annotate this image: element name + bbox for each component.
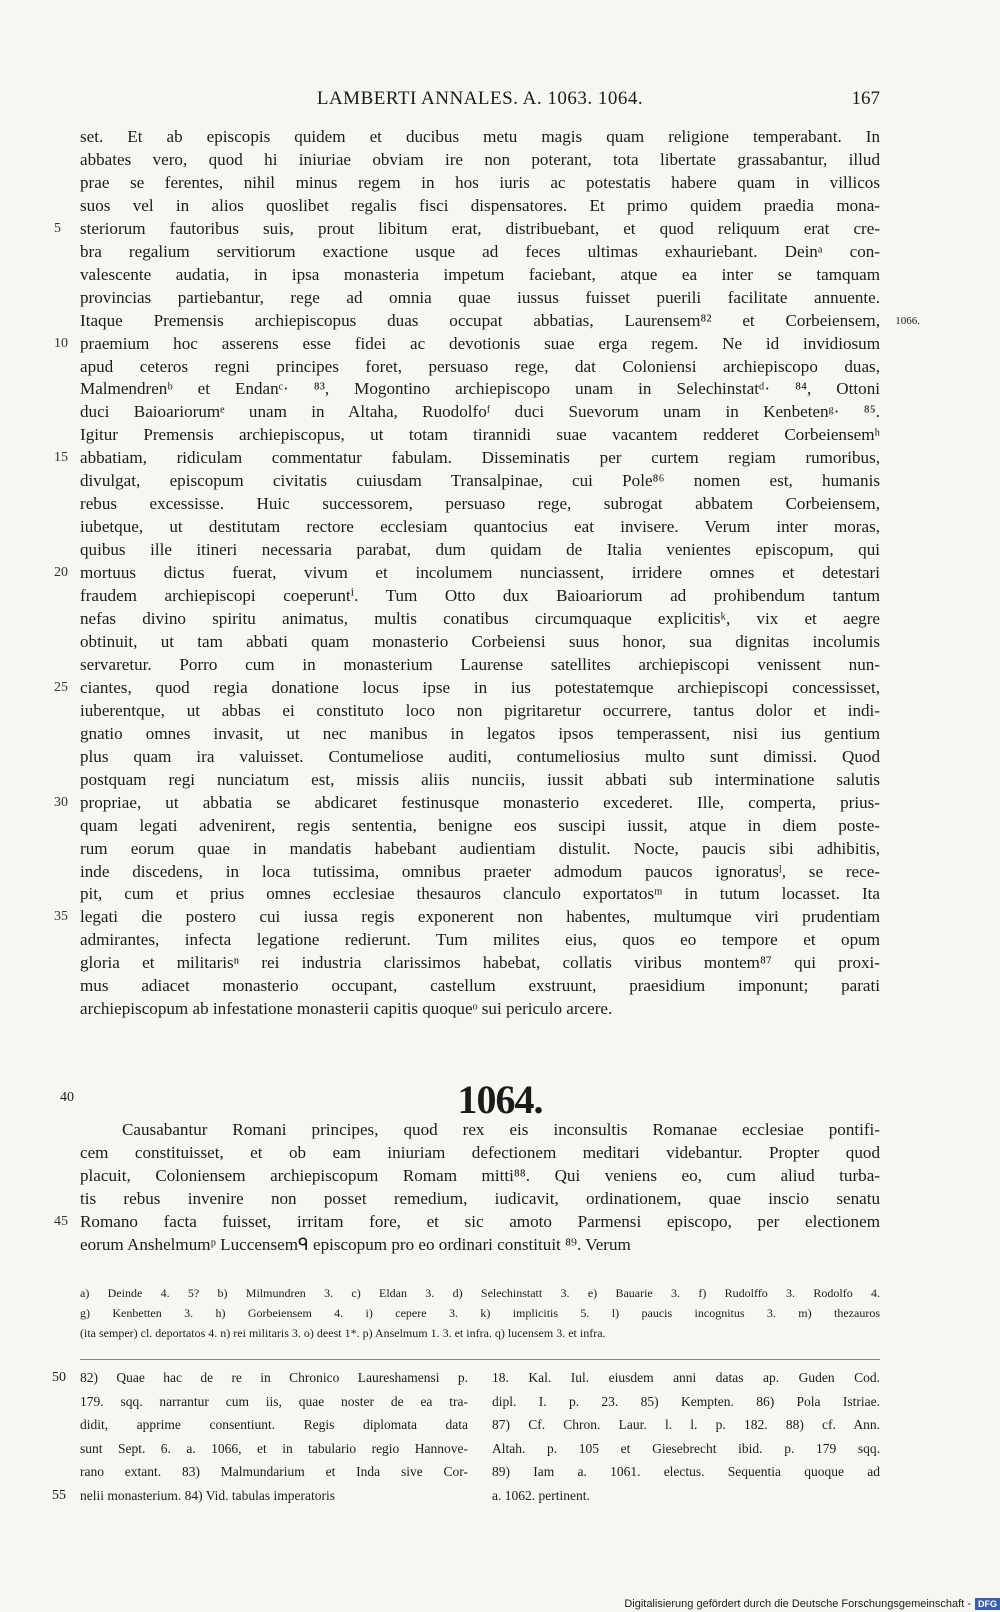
note-line bbox=[80, 1390, 468, 1414]
text-line bbox=[80, 356, 880, 379]
text-line bbox=[80, 723, 880, 746]
line-text: archiepiscopum ab infestatione monasterii capitis quoqueᵒ sui periculo arcere. bbox=[80, 999, 613, 1019]
text-line bbox=[80, 172, 880, 195]
note-text: sunt Sept. 6. a. 1066, et in tabulario regio Hannove- bbox=[80, 1440, 468, 1456]
text-line bbox=[80, 126, 880, 149]
text-line bbox=[80, 1142, 880, 1165]
main-text bbox=[54, 126, 920, 1021]
line-text: fraudem archiepiscopi coeperuntⁱ. Tum Otto dux Baioariorum ad prohibendum tantum bbox=[80, 586, 880, 606]
line-number: 30 bbox=[54, 794, 68, 810]
line-text: rum eorum quae in mandatis habebant audientiam distulit. Nocte, paucis sibi adhibitis, bbox=[80, 838, 880, 858]
line-number: 25 bbox=[54, 679, 68, 695]
line-number: 10 bbox=[54, 335, 68, 351]
text-line bbox=[80, 1234, 880, 1257]
text-line bbox=[80, 769, 880, 792]
line-text: quam legati advenirent, regis sententia, benigne eos suscipi iussit, atque in diem poste- bbox=[80, 815, 880, 835]
text-line bbox=[54, 447, 880, 470]
text-line bbox=[80, 516, 880, 539]
text-line bbox=[80, 310, 920, 333]
text-line bbox=[80, 1119, 880, 1142]
line-text: abbates vero, quod hi iniuriae obviam ire non poterant, tota libertate grassabantur, illud bbox=[80, 149, 880, 169]
line-number: 55 bbox=[52, 1487, 66, 1503]
text-line bbox=[80, 608, 880, 631]
notes-separator bbox=[80, 1359, 880, 1360]
apparatus-line: g) Kenbetten 3. h) Gorbeiensem 4. i) cepere 3. k) implicitis 5. l) paucis incognitus 3. m) thezauros bbox=[80, 1306, 880, 1320]
text-line bbox=[80, 241, 880, 264]
line-number: 45 bbox=[54, 1213, 68, 1229]
text-line bbox=[80, 493, 880, 516]
text-line bbox=[80, 929, 880, 952]
text-line bbox=[80, 195, 880, 218]
text-line bbox=[80, 746, 880, 769]
line-text: propriae, ut abbatia se abdicaret festinusque monasterio excederet. Ille, comperta, prius- bbox=[80, 792, 880, 812]
line-text: divulgat, episcopum civitatis cuiusdam Transalpinae, cui Pole⁸⁶ nomen est, humanis bbox=[80, 471, 880, 491]
line-text: iubetque, ut destitutam rectore ecclesiam quantocius eat invisere. Verum inter moras, bbox=[80, 517, 880, 537]
text-line bbox=[80, 654, 880, 677]
note-line bbox=[80, 1437, 468, 1461]
line-text: legati die postero cui iussa regis exponerent non habentes, multumque viri prudentiam bbox=[80, 907, 880, 927]
footer-text: Digitalisierung gefördert durch die Deutsche Forschungsgemeinschaft - bbox=[624, 1598, 971, 1610]
text-line bbox=[54, 792, 880, 815]
line-number: 50 bbox=[52, 1370, 66, 1385]
note-line bbox=[80, 1413, 468, 1437]
text-line bbox=[80, 952, 880, 975]
line-text: valescente audatia, in ipsa monasteria impetum faciebant, atque ea inter se tamquam bbox=[80, 264, 880, 284]
line-number: 15 bbox=[54, 450, 68, 466]
note-text: 82) Quae hac de re in Chronico Laureshamensi p. bbox=[80, 1370, 468, 1385]
line-text: postquam regi nunciatum est, missis aliis nunciis, iussit abbati sub interminatione salutis bbox=[80, 769, 880, 789]
line-text: Causabantur Romani principes, quod rex eis inconsultis Romanae ecclesiae pontifi- bbox=[122, 1120, 880, 1139]
note-line: a. 1062. pertinent. bbox=[492, 1487, 590, 1503]
year-line-number: 40 bbox=[60, 1090, 74, 1105]
text-line bbox=[54, 218, 880, 241]
text-line bbox=[80, 470, 880, 493]
text-line bbox=[80, 998, 880, 1021]
line-text: gnatio omnes invasit, ut nec manibus in legatos ipsos temperassent, nisi ius gentium bbox=[80, 723, 880, 743]
line-text: gloria et militarisⁿ rei industria clarissimos habebat, collatis viribus montem⁸⁷ qui proxi- bbox=[80, 953, 880, 973]
running-title: LAMBERTI ANNALES. A. 1063. 1064. bbox=[316, 88, 644, 109]
line-number: 5 bbox=[54, 220, 61, 236]
margin-note: 1066. bbox=[895, 314, 920, 327]
note-text: nelii monasterium. 84) Vid. tabulas imperatoris bbox=[80, 1487, 336, 1503]
line-text: Romano facta fuisset, irritam fore, et sic amoto Parmensi episcopo, per electionem bbox=[80, 1211, 880, 1231]
year-heading: 1064. bbox=[457, 1077, 543, 1122]
line-text: iuberentque, ut abbas ei constituto loco non pigritaretur occurrere, tantus dolor et indi- bbox=[80, 700, 880, 720]
line-text: tis rebus invenire non posset remedium, iudicavit, ordinationem, quae inscio senatu bbox=[80, 1188, 880, 1208]
line-text: servaretur. Porro cum in monasterium Laurense satellites archiepiscopi venissent nun- bbox=[80, 654, 880, 674]
text-line bbox=[54, 677, 880, 700]
text-line bbox=[80, 585, 880, 608]
text-line bbox=[80, 1165, 880, 1188]
text-line bbox=[80, 264, 880, 287]
line-text: provincias partiebantur, rege ad omnia quae iussus fuisset puerili facilitate annuente. bbox=[80, 287, 880, 307]
line-text: quibus ille itineri necessaria parabat, dum quidam de Italia venientes episcopum, qui bbox=[80, 540, 880, 560]
line-number: 20 bbox=[54, 565, 68, 581]
note-line bbox=[52, 1366, 468, 1390]
text-line bbox=[80, 378, 880, 401]
line-text: duci Baioariorumᵉ unam in Altaha, Ruodolfoᶠ duci Suevorum unam in Kenbetenᵍ· ⁸⁵. bbox=[80, 402, 880, 422]
text-line bbox=[80, 861, 880, 884]
line-text: suos vel in alios quoslibet regalis fisci dispensatores. Et primo quidem praedia mona- bbox=[80, 195, 880, 215]
note-line: 89) Iam a. 1061. electus. Sequentia quoque ad bbox=[492, 1464, 880, 1479]
note-text: rano extant. 83) Malmundarium et Inda sive Cor- bbox=[80, 1464, 468, 1479]
line-text: mortuus dictus fuerat, vivum et incolumem nunciassent, irridere omnes et detestari bbox=[80, 563, 880, 583]
text-line bbox=[80, 287, 880, 310]
line-text: mus adiacet monasterio occupant, castellum exstruunt, praesidium imponunt; parati bbox=[80, 976, 880, 996]
notes-right-column bbox=[492, 1366, 880, 1507]
section-1064-text bbox=[54, 1119, 880, 1257]
text-line bbox=[54, 1211, 880, 1234]
note-text: 179. sqq. narrantur cum iis, quae noster de ea tra- bbox=[80, 1393, 468, 1409]
text-line bbox=[80, 631, 880, 654]
line-text: set. Et ab episcopis quidem et ducibus metu magis quam religione temperabant. In bbox=[80, 127, 880, 146]
note-text: didit, apprime consentiunt. Regis diplomata data bbox=[80, 1417, 468, 1432]
note-line bbox=[80, 1460, 468, 1484]
line-text: steriorum fautoribus suis, prout libitum erat, distribuebant, et quod reliquum erat cre- bbox=[80, 218, 880, 238]
text-line bbox=[80, 149, 880, 172]
line-text: abbatiam, ridiculam commentatur fabulam. Disseminatis per curtem regiam rumoribus, bbox=[80, 448, 880, 468]
line-text: prae se ferentes, nihil minus regem in hos iuris ac potestatis habere quam in villicos bbox=[80, 172, 880, 192]
note-line bbox=[52, 1484, 468, 1508]
line-text: plus quam ira valuisset. Contumeliose auditi, contumeliosius multo sunt dimissi. Quod bbox=[80, 746, 880, 766]
text-line bbox=[80, 539, 880, 562]
dfg-logo: DFG bbox=[975, 1598, 1000, 1610]
page-header bbox=[80, 88, 880, 116]
line-text: obtinuit, ut tam abbati quam monasterio Corbeiensi suus honor, sua dignitas incolumis bbox=[80, 631, 880, 651]
line-text: apud ceteros regni principes foret, persuaso rege, dat Coloniensi archiepiscopo duas, bbox=[80, 356, 880, 376]
line-text: bra regalium servitiorum exactione usque ad feces ultimas exhauriebant. Deinᵃ con- bbox=[80, 241, 880, 261]
text-line bbox=[80, 838, 880, 861]
line-number: 35 bbox=[54, 909, 68, 925]
apparatus-line: (ita semper) cl. deportatos 4. n) rei militaris 3. o) deest 1*. p) Anselmum 1. 3. et infra. q) lucensem 3. et infra. bbox=[80, 1326, 606, 1340]
line-text: rebus excessisse. Huic successorem, persuaso rege, subrogat abbatem Corbeiensem, bbox=[80, 494, 880, 514]
line-text: admirantes, infecta legatione redierunt. Tum milites eius, quos eo tempore et opum bbox=[80, 930, 880, 950]
line-text: praemium hoc asserens esse fidei ac devotionis suae erga regem. Ne id invidiosum bbox=[80, 333, 880, 353]
apparatus-line: a) Deinde 4. 5? b) Milmundren 3. c) Eldan 3. d) Selechinstatt 3. e) Bauarie 3. f) Rudolffo 3. Rodolfo 4. bbox=[80, 1286, 880, 1300]
line-text: cem constituisset, et ob eam iniuriam defectionem meditari videbantur. Propter quod bbox=[80, 1142, 880, 1162]
line-text: Igitur Premensis archiepiscopus, ut totam tirannidi suae vacantem redderet Corbeiensemʰ bbox=[80, 425, 880, 445]
line-text: inde discedens, in loca tutissima, omnibus praeter admodum paucos ignoratusˡ, se rece- bbox=[80, 861, 880, 881]
text-line bbox=[80, 815, 880, 838]
text-line bbox=[80, 424, 880, 447]
text-line bbox=[54, 906, 880, 929]
note-line: dipl. I. p. 23. 85) Kempten. 86) Pola Istriae. bbox=[492, 1393, 880, 1409]
line-text: Itaque Premensis archiepiscopus duas occupat abbatias, Laurensem⁸² et Corbeiensem, bbox=[80, 310, 880, 330]
digitization-footer bbox=[624, 1598, 1000, 1610]
text-line bbox=[80, 700, 880, 723]
notes-left-column bbox=[52, 1366, 468, 1507]
note-line: 18. Kal. Iul. eiusdem anni datas ap. Guden Cod. bbox=[492, 1370, 880, 1385]
line-text: placuit, Coloniensem archiepiscopum Romam mitti⁸⁸. Qui veniens eo, cum aliud turba- bbox=[80, 1165, 880, 1185]
line-text: Malmendrenᵇ et Endanᶜ· ⁸³, Mogontino archiepiscopo unam in Selechinstatᵈ· ⁸⁴, Ottoni bbox=[80, 379, 880, 399]
text-line bbox=[54, 562, 880, 585]
line-text: eorum Anshelmumᵖ Luccensemᑫ episcopum pro eo ordinari constituit ⁸⁹. Verum bbox=[80, 1234, 631, 1254]
textual-apparatus bbox=[80, 1283, 880, 1343]
text-line bbox=[80, 883, 880, 906]
line-text: ciantes, quod regia donatione locus ipse in ius potestatemque archiepiscopi concessisset, bbox=[80, 677, 880, 697]
page-number: 167 bbox=[851, 88, 880, 109]
text-line bbox=[80, 1188, 880, 1211]
note-line: Altah. p. 105 et Giesebrecht ibid. p. 179 sqq. bbox=[492, 1440, 880, 1456]
note-line: 87) Cf. Chron. Laur. l. l. p. 182. 88) cf. Ann. bbox=[492, 1417, 880, 1432]
text-line bbox=[80, 975, 880, 998]
line-text: nefas divino spiritu animatus, multis conatibus circumquaque explicitisᵏ, vix et aegre bbox=[80, 609, 880, 629]
line-text: pit, cum et prius omnes ecclesiae thesauros clanculo exportatosᵐ in tutum locasset. Ita bbox=[80, 884, 880, 904]
text-line bbox=[54, 333, 880, 356]
text-line bbox=[80, 401, 880, 424]
